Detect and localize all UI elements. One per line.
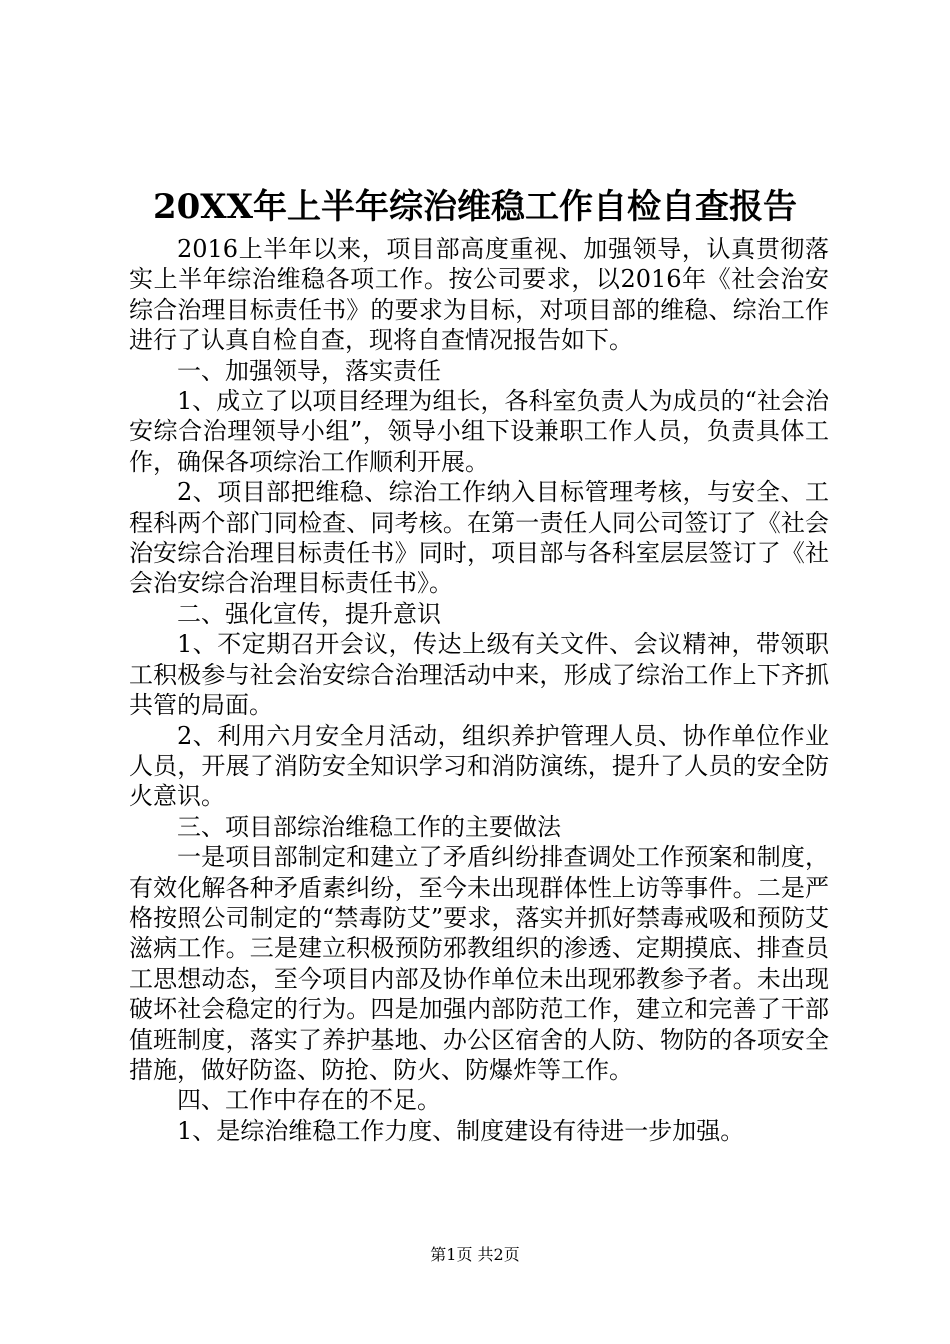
paragraph-3-1: 一是项目部制定和建立了矛盾纠纷排查调处工作预案和制度，有效化解各种矛盾素纠纷，至今未出现群体性上访等事件。二是严格按照公司制定的“禁毒防艾”要求，落实并抓好禁毒戒吸和预防艾滋病工作。三是建立积极预防邪教组织的渗透、定期摸底、排查员工思想动态，至今项目内部及协作单位未出现邪教参予者。未出现破坏社会稳定的行为。四是加强内部防范工作，建立和完善了干部值班制度，落实了养护基地、办公区宿舍的人防、物防的各项安全措施，做好防盗、防抢、防火、防爆炸等工作。 <box>129 843 829 1084</box>
paragraph-intro: 2016上半年以来，项目部高度重视、加强领导，认真贯彻落实上半年综治维稳各项工作。按公司要求，以2016年《社会治安综合治理目标责任书》的要求为目标，对项目部的维稳、综治工作进行了认真自检自查，现将自查情况报告如下。 <box>129 235 829 355</box>
paragraph-2-1: 1、不定期召开会议，传达上级有关文件、会议精神，带领职工积极参与社会治安综合治理活动中来，形成了综治工作上下齐抓共管的局面。 <box>129 630 829 720</box>
document-body <box>129 234 829 1146</box>
paragraph-2-2: 2、利用六月安全月活动，组织养护管理人员、协作单位作业人员，开展了消防安全知识学习和消防演练，提升了人员的安全防火意识。 <box>129 721 829 811</box>
section-heading-1: 一、加强领导，落实责任 <box>177 356 441 385</box>
document-title: 20XX年上半年综治维稳工作自检自查报告 <box>152 187 798 227</box>
paragraph-1-1: 1、成立了以项目经理为组长，各科室负责人为成员的“社会治安综合治理领导小组”，领导小组下设兼职工作人员，负责具体工作，确保各项综治工作顺利开展。 <box>129 387 829 476</box>
section-heading-3: 三、项目部综治维稳工作的主要做法 <box>177 812 561 841</box>
paragraph-1-2: 2、项目部把维稳、综治工作纳入目标管理考核，与安全、工程科两个部门同检查、同考核。在第一责任人同公司签订了《社会治安综合治理目标责任书》同时，项目部与各科室层层签订了《社会治安综合治理目标责任书》。 <box>129 478 829 598</box>
page-footer: 第1页 共2页 <box>430 1245 520 1264</box>
section-heading-2: 二、强化宣传，提升意识 <box>177 599 441 628</box>
paragraph-4-1: 1、是综治维稳工作力度、制度建设有待进一步加强。 <box>177 1116 745 1145</box>
section-heading-4: 四、工作中存在的不足。 <box>177 1086 441 1115</box>
